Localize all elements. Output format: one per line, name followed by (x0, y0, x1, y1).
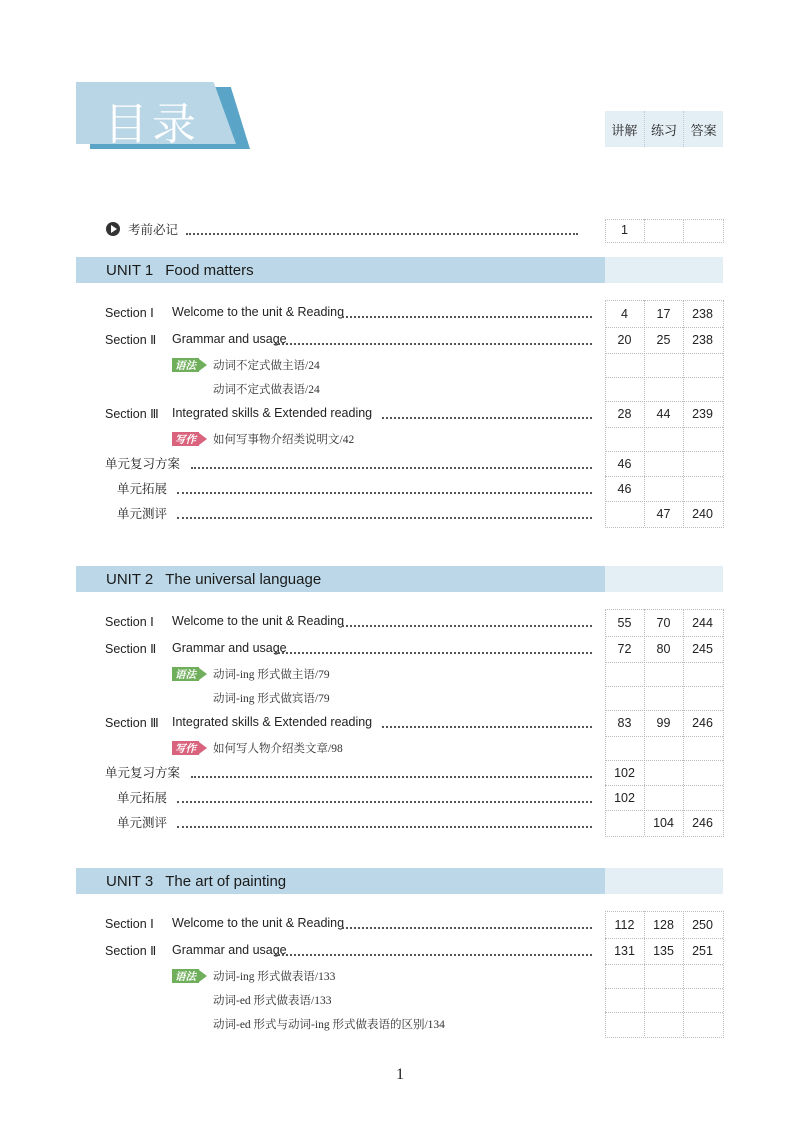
section-number: Section Ⅲ (105, 715, 159, 730)
page-number-cell[interactable]: 128 (653, 917, 674, 932)
grid-divider (605, 736, 723, 737)
sub-topic[interactable]: 动词-ing 形式做表语/133 (213, 971, 336, 983)
unit-number: UNIT 1 (106, 261, 154, 279)
sub-topic[interactable]: 动词不定式做表语/24 (213, 384, 320, 396)
sub-topic[interactable]: 如何写人物介绍类文章/98 (213, 743, 343, 755)
grid-divider (605, 427, 723, 428)
grammar-tag (172, 358, 207, 372)
must-remember-row[interactable] (128, 219, 178, 239)
sub-topic[interactable]: 动词-ed 形式做表语/133 (213, 995, 332, 1007)
tag-label: 写作 (172, 741, 199, 755)
page-number-cell[interactable]: 44 (656, 407, 671, 421)
page-number-cell[interactable]: 131 (614, 944, 635, 958)
page-number: 1 (396, 1066, 404, 1083)
unit-bar-right (605, 868, 723, 894)
unit-header-3[interactable] (76, 868, 723, 894)
entry-label: 单元测评 (117, 507, 168, 521)
sub-topic[interactable]: 动词-ing 形式做宾语/79 (213, 693, 330, 705)
section-number: Section Ⅰ (105, 916, 154, 931)
column-header-answer: 答案 (690, 122, 717, 138)
entry-label: 单元复习方案 (105, 766, 181, 780)
page-number-cell[interactable] (683, 760, 722, 785)
section-number: Section Ⅱ (105, 943, 157, 958)
column-header-practice: 练习 (645, 111, 685, 147)
page-number-cell[interactable] (644, 760, 683, 785)
page-number-cell[interactable] (683, 219, 722, 241)
tag-label: 语法 (172, 667, 199, 681)
page-number-cell[interactable] (683, 476, 722, 501)
unit-header-1[interactable] (76, 257, 723, 283)
page-number-cell[interactable]: 244 (692, 615, 713, 630)
page-number-cell[interactable] (605, 501, 644, 526)
page-number-cell[interactable]: 55 (617, 615, 632, 630)
section-number: Section Ⅰ (105, 305, 154, 320)
section-row[interactable] (105, 329, 287, 349)
grid-divider (605, 377, 723, 378)
column-header (605, 111, 723, 147)
entry-label: Welcome to the unit & Reading (172, 305, 345, 319)
page-number-cell[interactable] (644, 451, 683, 476)
tag-label: 写作 (172, 432, 199, 446)
section-number: Section Ⅱ (105, 332, 157, 347)
grid-divider (605, 662, 723, 663)
tag-arrow-icon (199, 433, 207, 445)
unit-title (106, 566, 321, 592)
section-row[interactable] (105, 302, 344, 322)
grid-divider (605, 353, 723, 354)
unit-number: UNIT 2 (106, 570, 154, 588)
page-title: 目录 (104, 99, 200, 150)
unit-title (106, 868, 286, 894)
page-number-cell[interactable]: 83 (617, 716, 632, 730)
entry-label: 单元测评 (117, 816, 168, 830)
page-number-cell[interactable]: 1 (621, 223, 628, 237)
play-icon (106, 222, 120, 236)
sub-topic[interactable]: 动词-ing 形式做主语/79 (213, 669, 330, 681)
grammar-tag (172, 667, 207, 681)
page-number-cell[interactable]: 25 (656, 333, 671, 347)
grid-divider (605, 988, 723, 989)
page-number-cell[interactable]: 246 (692, 716, 713, 730)
must-remember-label: 考前必记 (128, 223, 179, 237)
entry-label: Grammar and usage (172, 641, 287, 655)
tag-arrow-icon (199, 742, 207, 754)
page-number-cell[interactable]: 4 (621, 306, 628, 321)
section-number: Section Ⅱ (105, 641, 157, 656)
page-number-cell[interactable]: 28 (617, 407, 632, 421)
unit-name: The art of painting (165, 872, 287, 890)
page-number-cell[interactable]: 112 (614, 917, 635, 932)
unit-header-2[interactable] (76, 566, 723, 592)
page-number-cell[interactable] (605, 810, 644, 835)
page-number-cell[interactable]: 46 (617, 456, 632, 471)
page-number-cell[interactable]: 239 (692, 407, 713, 421)
section-number: Section Ⅰ (105, 614, 154, 629)
page-number-cell[interactable]: 47 (656, 506, 671, 521)
page-number-cell[interactable]: 70 (656, 615, 671, 630)
page-number-cell[interactable]: 80 (656, 642, 671, 656)
page-number-cell[interactable] (683, 785, 722, 810)
review-row[interactable] (117, 812, 167, 832)
tag-label: 语法 (172, 969, 199, 983)
review-row[interactable] (105, 453, 180, 473)
tag-arrow-icon (199, 668, 207, 680)
entry-label: Integrated skills & Extended reading (172, 715, 373, 729)
page-number-cell[interactable] (644, 476, 683, 501)
page-number-cell[interactable]: 246 (692, 815, 713, 830)
review-row[interactable] (117, 478, 167, 498)
entry-label: 单元复习方案 (105, 457, 181, 471)
unit-title (106, 257, 254, 283)
page-number-cell[interactable]: 251 (692, 944, 713, 958)
writing-tag (172, 741, 207, 755)
entry-label: Welcome to the unit & Reading (172, 916, 345, 930)
page-number-cell[interactable]: 102 (614, 790, 635, 805)
section-row[interactable] (105, 940, 287, 960)
page-number-cell[interactable]: 102 (614, 765, 635, 780)
entry-label: Grammar and usage (172, 943, 287, 957)
grid-divider (605, 1012, 723, 1013)
page-number-cell[interactable]: 104 (653, 815, 674, 830)
page-number-cell[interactable]: 238 (692, 333, 713, 347)
unit-bar-right (605, 566, 723, 592)
page-number-cell[interactable]: 99 (656, 716, 671, 730)
unit-name: Food matters (165, 261, 254, 279)
section-row[interactable] (105, 712, 372, 732)
section-number: Section Ⅲ (105, 406, 159, 421)
page-number-cell[interactable] (683, 451, 722, 476)
page-number-cell[interactable] (644, 785, 683, 810)
writing-tag (172, 432, 207, 446)
entry-label: Welcome to the unit & Reading (172, 614, 345, 628)
grid-divider (605, 686, 723, 687)
review-row[interactable] (117, 787, 167, 807)
entry-label: Grammar and usage (172, 332, 287, 346)
tag-arrow-icon (199, 970, 207, 982)
section-row[interactable] (105, 611, 344, 631)
grid-divider (605, 964, 723, 965)
grammar-tag (172, 969, 207, 983)
column-header-explain: 讲解 (605, 111, 645, 147)
review-row[interactable] (105, 762, 180, 782)
section-row[interactable] (105, 913, 344, 933)
sub-topic[interactable]: 动词不定式做主语/24 (213, 360, 320, 372)
dot-leader (186, 219, 578, 239)
toc-title-banner (76, 82, 246, 148)
sub-topic[interactable]: 如何写事物介绍类说明文/42 (213, 434, 355, 446)
unit-name: The universal language (165, 570, 322, 588)
tag-label: 语法 (172, 358, 199, 372)
page-number-cell[interactable]: 245 (692, 642, 713, 656)
entry-label: 单元拓展 (117, 791, 168, 805)
page-number-cell[interactable]: 238 (692, 306, 713, 321)
entry-label: Integrated skills & Extended reading (172, 406, 373, 420)
page-number-cell[interactable]: 46 (617, 481, 632, 496)
section-row[interactable] (105, 638, 287, 658)
page-number-cell[interactable]: 20 (617, 333, 632, 347)
unit-number: UNIT 3 (106, 872, 154, 890)
unit-bar-right (605, 257, 723, 283)
review-row[interactable] (117, 503, 167, 523)
page-number-cell[interactable]: 240 (692, 506, 713, 521)
page-number-cell[interactable]: 250 (692, 917, 713, 932)
section-row[interactable] (105, 403, 372, 423)
tag-arrow-icon (199, 359, 207, 371)
sub-topic[interactable]: 动词-ed 形式与动词-ing 形式做表语的区别/134 (213, 1019, 445, 1031)
page-number-cell[interactable]: 17 (656, 306, 671, 321)
page-number-cell[interactable]: 72 (617, 642, 632, 656)
page-number-cell[interactable]: 135 (653, 944, 674, 958)
entry-label: 单元拓展 (117, 482, 168, 496)
page-number-cell[interactable] (644, 219, 683, 241)
